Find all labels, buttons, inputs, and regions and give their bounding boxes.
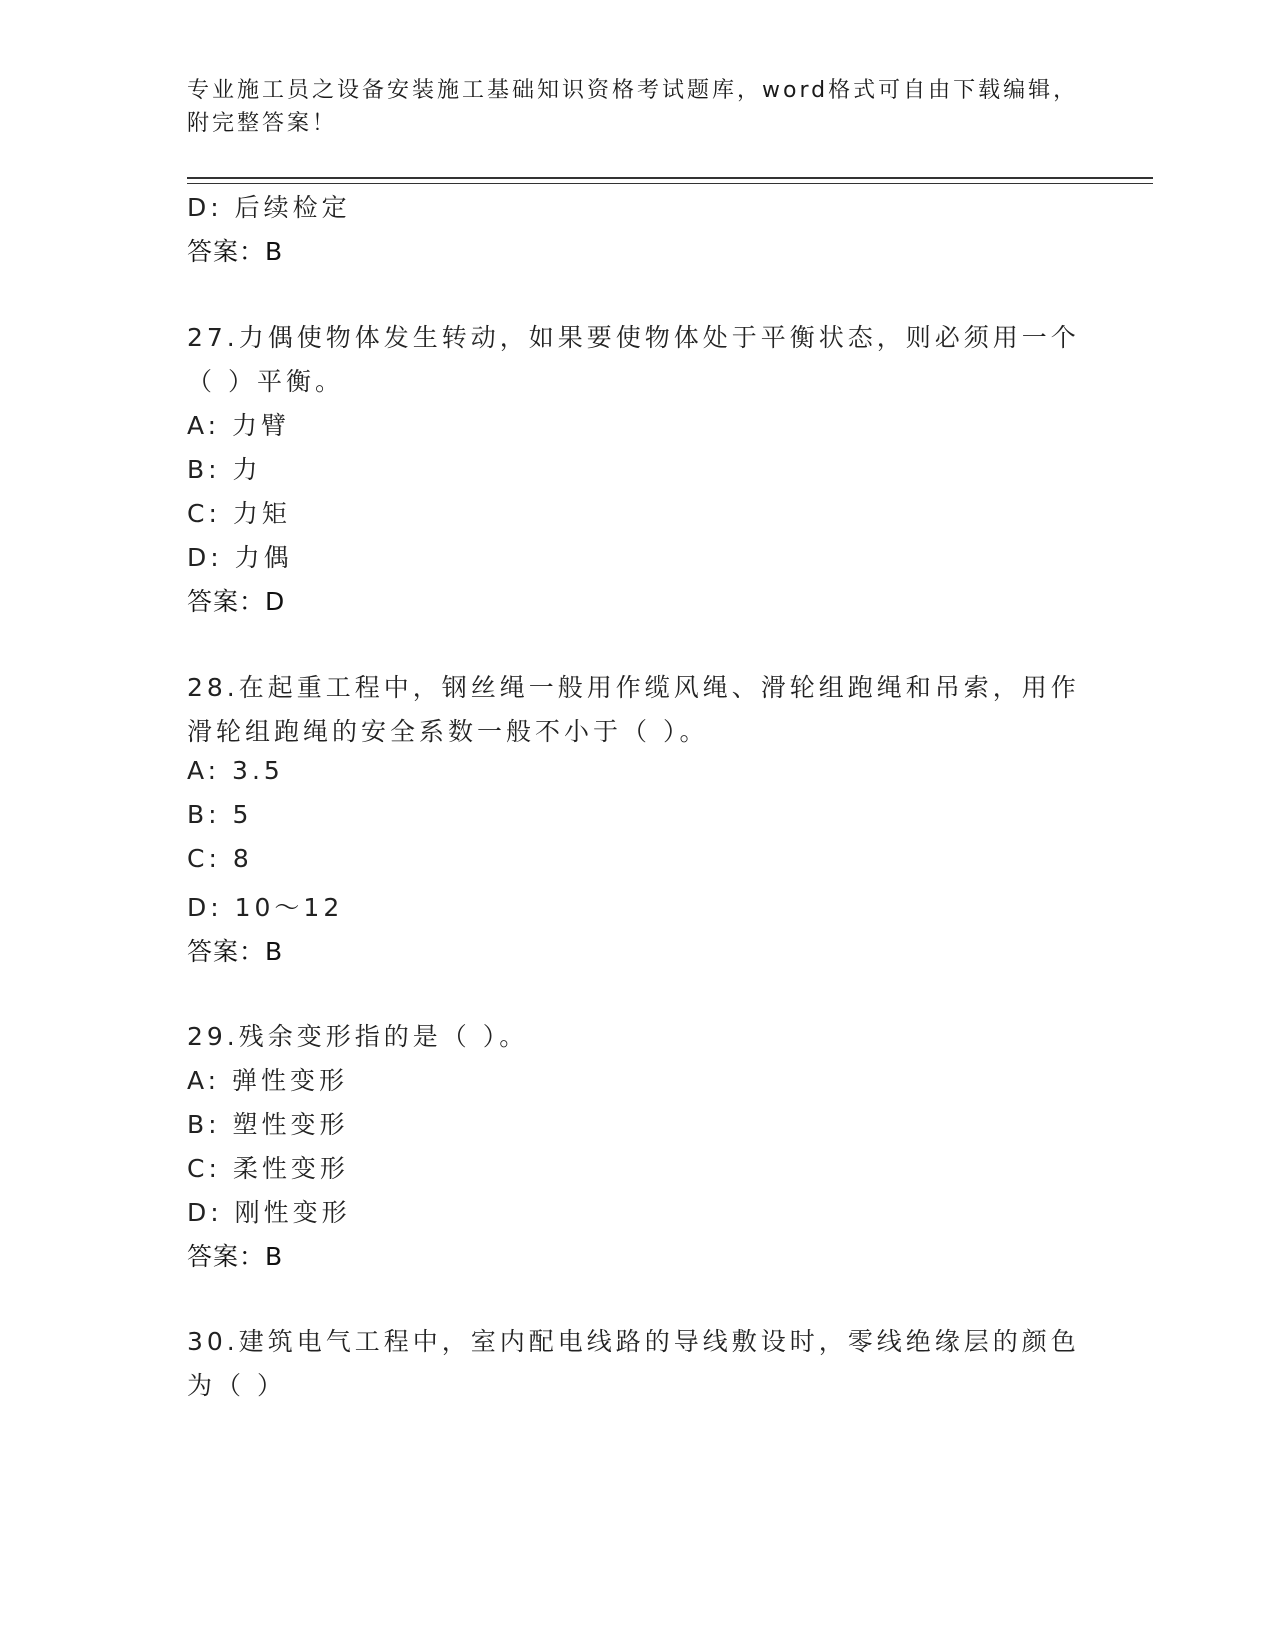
answer-line: 答案：B [187,937,284,966]
question-stem-28-cont: 滑轮组跑绳的安全系数一般不小于（ ）。 [187,717,709,746]
option-c: C: 柔性变形 [187,1154,349,1183]
option-b: B: 5 [187,800,253,829]
question-stem-27: 27.力偶使物体发生转动，如果要使物体处于平衡状态，则必须用一个 [187,323,1080,352]
question-stem-30: 30.建筑电气工程中，室内配电线路的导线敷设时，零线绝缘层的颜色 [187,1327,1080,1356]
question-stem-27-cont: （ ）平衡。 [187,367,344,396]
header-rule-thin [187,183,1153,184]
option-c: C: 力矩 [187,499,291,528]
question-stem-28: 28.在起重工程中，钢丝绳一般用作缆风绳、滑轮组跑绳和吊索，用作 [187,673,1080,702]
option-c: C: 8 [187,844,253,873]
option-d: D: 后续检定 [187,193,351,222]
question-stem-29: 29.残余变形指的是（ ）。 [187,1022,529,1051]
option-a: A: 弹性变形 [187,1066,349,1095]
option-b: B: 塑性变形 [187,1110,349,1139]
answer-line: 答案：D [187,587,286,616]
answer-line: 答案：B [187,1242,284,1271]
document-header: 专业施工员之设备安装施工基础知识资格考试题库，word格式可自由下载编辑，附完整答案！ [187,78,1079,136]
option-d: D: 力偶 [187,543,293,572]
option-d: D: 10～12 [187,893,344,922]
option-a: A: 3.5 [187,756,284,785]
option-b: B: 力 [187,455,262,484]
option-a: A: 力臂 [187,411,291,440]
answer-line: 答案：B [187,237,284,266]
header-rule-thick [187,177,1153,179]
question-stem-30-cont: 为（ ） [187,1371,286,1400]
option-d: D: 刚性变形 [187,1198,351,1227]
